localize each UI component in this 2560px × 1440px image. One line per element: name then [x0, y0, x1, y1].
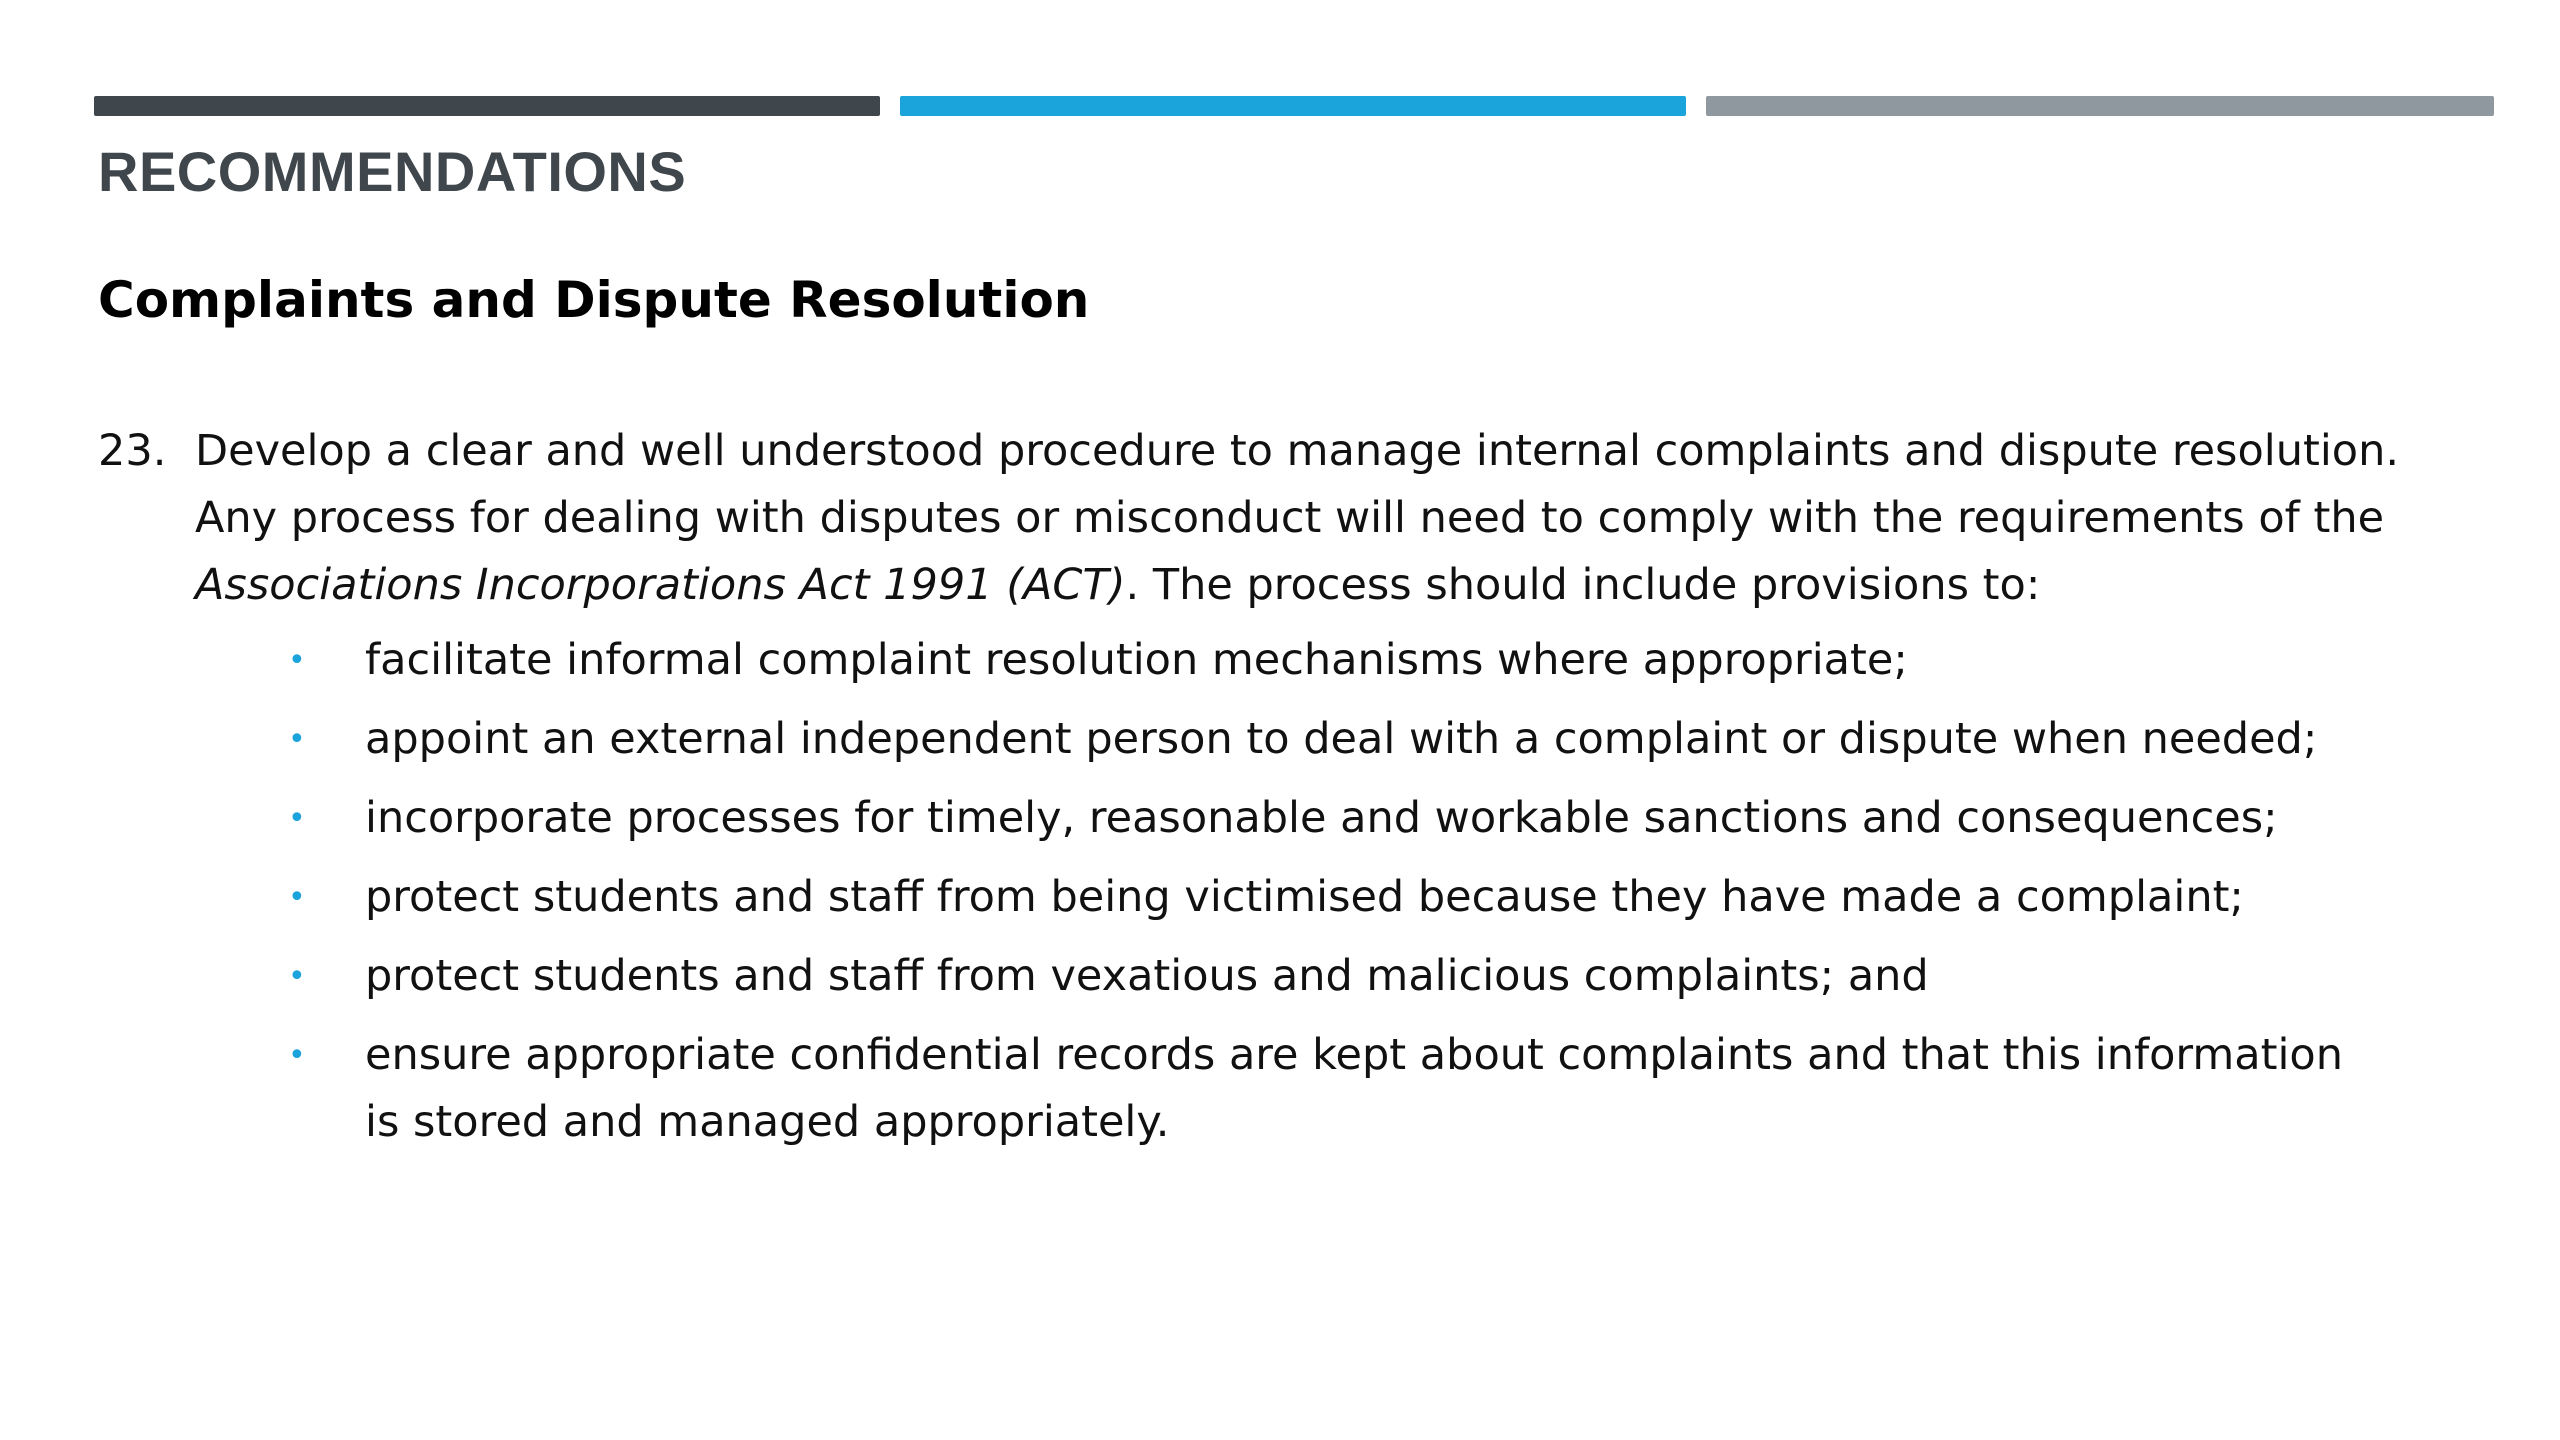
- list-item: [98, 627, 2385, 694]
- list-item: [98, 864, 2385, 931]
- list-item-text: protect students and staff from being victimised because they have made a complaint;: [365, 872, 2244, 922]
- recommendation-item: [98, 418, 2478, 1168]
- header-bar-grey: [1706, 96, 2494, 116]
- list-item: [98, 706, 2385, 773]
- list-item-text: ensure appropriate confidential records are kept about complaints and that this information is stored and managed appropriately.: [365, 1030, 2343, 1147]
- recommendation-text-outro: . The process should include provisions to:: [1125, 560, 2041, 610]
- bullet-icon: •: [288, 722, 306, 757]
- act-name: Associations Incorporations Act 1991 (ACT): [195, 560, 1126, 610]
- list-item-text: incorporate processes for timely, reasonable and workable sanctions and consequences;: [365, 793, 2278, 843]
- recommendation-text-intro: Develop a clear and well understood procedure to manage internal complaints and dispute resolution. Any process for dealing with disputes or misconduct will need to comply with the requirements of the: [195, 426, 2400, 543]
- bullet-icon: •: [288, 801, 306, 836]
- header-bar-dark: [94, 96, 880, 116]
- bullet-icon: •: [288, 959, 306, 994]
- recommendation-number: 23.: [98, 426, 167, 476]
- recommendation-text: [195, 418, 2485, 619]
- subtitle: Complaints and Dispute Resolution: [98, 271, 1090, 329]
- bullet-icon: •: [288, 880, 306, 915]
- header-bar-blue: [900, 96, 1686, 116]
- list-item-text: facilitate informal complaint resolution mechanisms where appropriate;: [365, 635, 1908, 685]
- list-item-text: appoint an external independent person to deal with a complaint or dispute when needed;: [365, 714, 2318, 764]
- list-item: [98, 943, 2385, 1010]
- list-item: [98, 1022, 2385, 1156]
- section-title: RECOMMENDATIONS: [98, 140, 687, 203]
- bullet-icon: •: [288, 1038, 306, 1073]
- list-item: [98, 785, 2385, 852]
- list-item-text: protect students and staff from vexatious and malicious complaints; and: [365, 951, 1929, 1001]
- provisions-list: [98, 627, 2478, 1156]
- bullet-icon: •: [288, 643, 306, 678]
